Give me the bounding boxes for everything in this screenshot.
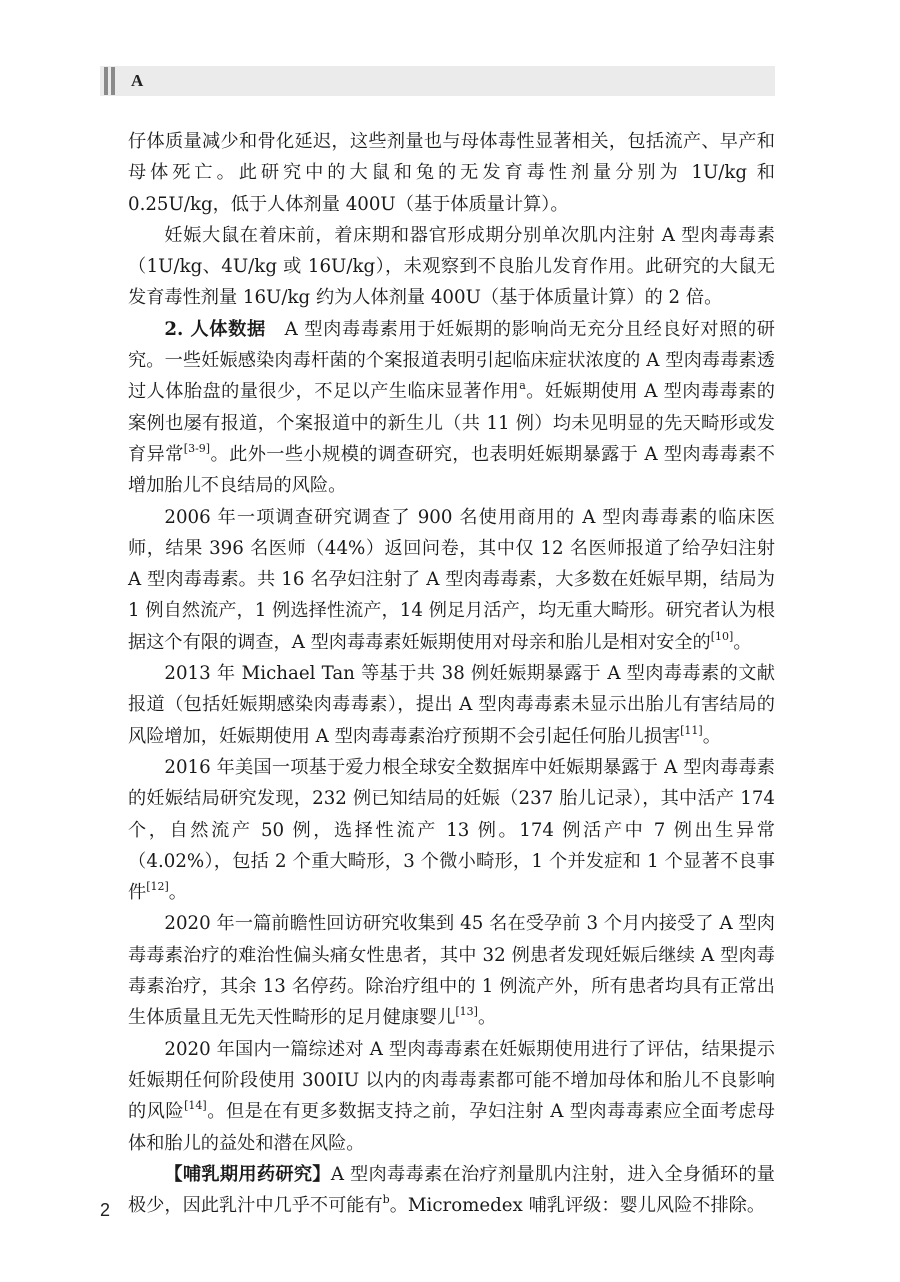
- page-number: 2: [100, 1200, 111, 1220]
- paragraph-2016-study: 2016 年美国一项基于爱力根全球安全数据库中妊娠期暴露于 A 型肉毒毒素的妊娠结局研究发现，232 例已知结局的妊娠（237 胎儿记录），其中活产 174 个，自然流产 50 例，选择性流产 13 例。174 例活产中 7 例出生异常（4.02%），包括 2 个重大畸形，3 个微小畸形，1 个并发症和 1 个显著不良事件[12]。: [128, 756, 775, 904]
- citation-ref: [14]: [184, 1099, 207, 1113]
- citation-ref: [13]: [455, 1005, 478, 1019]
- paragraph-2020-prospective: 2020 年一篇前瞻性回访研究收集到 45 名在受孕前 3 个月内接受了 A 型肉毒毒素治疗的难治性偏头痛女性患者，其中 32 例患者发现妊娠后继续 A 型肉毒毒素治疗，其余 13 名停药。除治疗组中的 1 例流产外，所有患者均具有正常出生体质量且无先天性畸形的足月健康婴儿[13]。: [128, 913, 775, 1029]
- section-heading-human-data: 2. 人体数据: [164, 318, 266, 340]
- paragraph-2006-study: 2006 年一项调查研究调查了 900 名使用商用的 A 型肉毒毒素的临床医师，结果 396 名医师（44%）返回问卷，其中仅 12 名医师报道了给孕妇注射 A 型肉毒毒素。共 16 名孕妇注射了 A 型肉毒毒素，大多数在妊娠早期，结局为 1 例自然流产，1 例选择性流产，14 例足月活产，均无重大畸形。研究者认为根据这个有限的调查，A 型肉毒毒素妊娠期使用对母亲和胎儿是相对安全的[10]。: [128, 506, 775, 653]
- header-mark-left: [104, 67, 108, 95]
- footnote-ref: b: [382, 1193, 390, 1207]
- paragraph-human-data: 2. 人体数据 A 型肉毒毒素用于妊娠期的影响尚无充分且经良好对照的研究。一些妊娠感染肉毒杆菌的个案报道表明引起临床症状浓度的 A 型肉毒毒素透过人体胎盘的量很少，不足以产生临床显著作用$^a$。妊娠期使用 A 型肉毒毒素的案例也屡有报道，个案报道中的新生儿（共 11 例）均未见明显的先天畸形或发育异常[3-9]。此外一些小规模的调查研究，也表明妊娠期暴露于 A 型肉毒毒素不增加胎儿不良结局的风险。: [128, 318, 775, 497]
- citation-ref: [11]: [680, 723, 703, 737]
- paragraph-1: 仔体质量减少和骨化延迟，这些剂量也与母体毒性显著相关，包括流产、早产和母体死亡。此研究中的大鼠和兔的无发育毒性剂量分别为 1U/kg 和 0.25U/kg，低于人体剂量 400U（基于体质量计算）。: [128, 131, 775, 215]
- header-section-letter: A: [131, 71, 144, 90]
- citation-ref: [3-9]: [183, 441, 211, 455]
- paragraph-lactation: 【哺乳期用药研究】A 型肉毒毒素在治疗剂量肌内注射，进入全身循环的量极少，因此乳汁中几乎不可能有$^b$。Micromedex 哺乳评级：婴儿风险不排除。: [128, 1163, 775, 1217]
- citation-ref: [12]: [146, 880, 169, 894]
- section-heading-lactation: 【哺乳期用药研究】: [164, 1163, 331, 1185]
- paragraph-2020-review: 2020 年国内一篇综述对 A 型肉毒毒素在妊娠期使用进行了评估，结果提示妊娠期任何阶段使用 300IU 以内的肉毒毒素都可能不增加母体和胎儿不良影响的风险[14]。但是在有更多数据支持之前，孕妇注射 A 型肉毒毒素应全面考虑母体和胎儿的益处和潜在风险。: [128, 1038, 775, 1154]
- paragraph-2: 妊娠大鼠在着床前，着床期和器官形成期分别单次肌内注射 A 型肉毒毒素（1U/kg、4U/kg 或 16U/kg），未观察到不良胎儿发育作用。此研究的大鼠无发育毒性剂量 16U/kg 约为人体剂量 400U（基于体质量计算）的 2 倍。: [128, 224, 775, 309]
- running-header: [100, 66, 775, 96]
- footnote-ref: a: [519, 379, 526, 393]
- paragraph-2013-study: 2013 年 Michael Tan 等基于共 38 例妊娠期暴露于 A 型肉毒毒素的文献报道（包括妊娠期感染肉毒毒素），提出 A 型肉毒毒素未显示出胎儿有害结局的风险增加，妊娠期使用 A 型肉毒毒素治疗预期不会引起任何胎儿损害[11]。: [128, 663, 775, 747]
- citation-ref: [10]: [710, 629, 734, 643]
- body-text: [128, 126, 775, 1221]
- header-mark-right: [111, 67, 115, 95]
